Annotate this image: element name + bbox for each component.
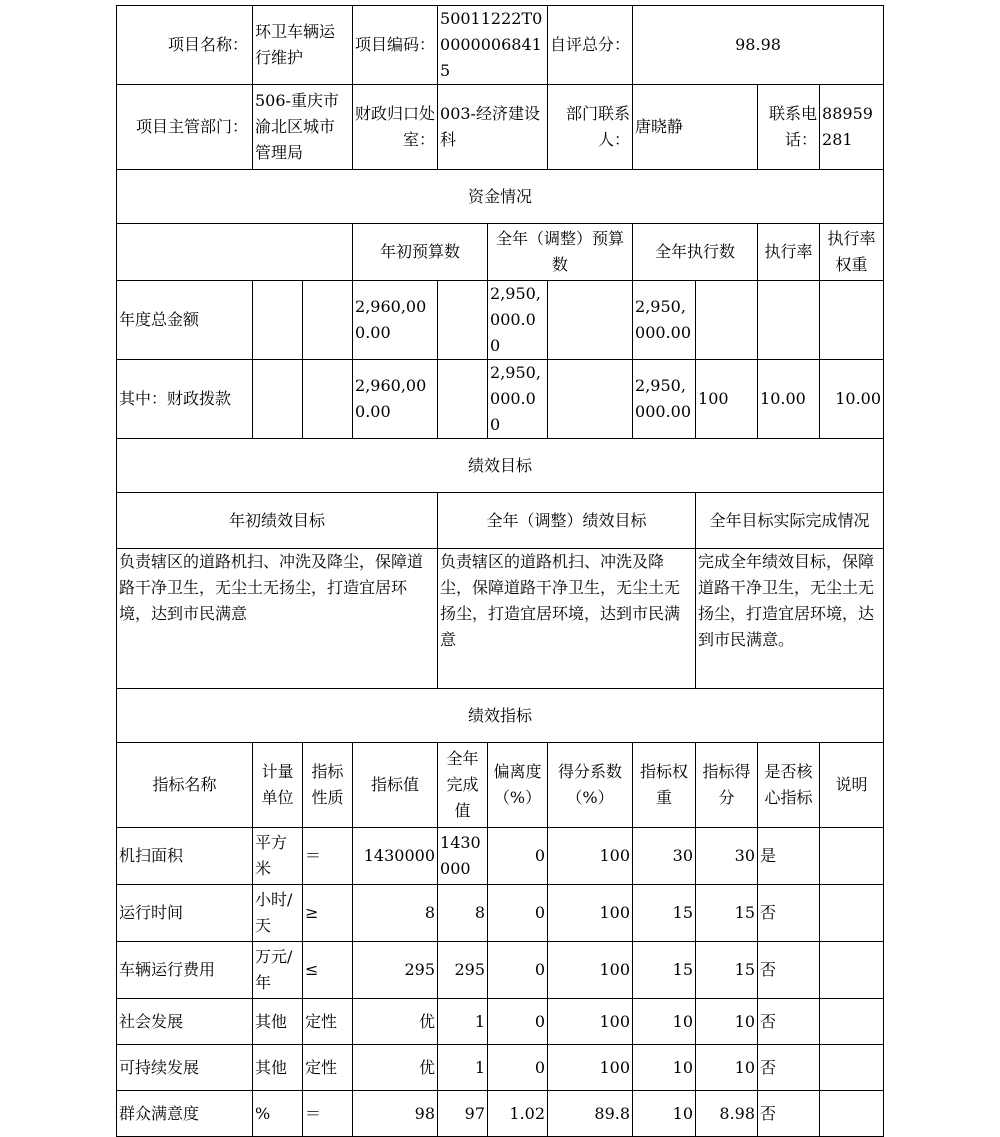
funds-row-label: 其中：财政拨款	[117, 360, 253, 439]
indicator-col-header: 指标值	[353, 743, 438, 828]
funds-weight-value: 10.00	[758, 360, 820, 439]
goals-col-actual: 全年目标实际完成情况	[696, 493, 884, 549]
funds-initial-value: 2,960,000.00	[353, 281, 438, 360]
funds-row-label: 年度总金额	[117, 281, 253, 360]
indicator-target: 1430000	[353, 828, 438, 885]
indicator-name: 可持续发展	[117, 1045, 253, 1091]
project-code-label: 项目编码：	[353, 6, 438, 85]
funds-adjusted-value: 2,950,000.00	[488, 281, 548, 360]
indicator-nature: ≥	[303, 885, 353, 942]
funds-col-rate: 执行率	[758, 224, 820, 281]
indicator-col-header: 指标名称	[117, 743, 253, 828]
indicator-score: 8.98	[696, 1091, 758, 1137]
goal-adjusted-text: 负责辖区的道路机扫、冲洗及降尘，保障道路干净卫生，无尘土无扬尘，打造宜居环境，达到市民满意	[438, 549, 696, 689]
indicator-deviation: 0	[488, 942, 548, 999]
indicator-unit: 其他	[253, 1045, 303, 1091]
header-row-2	[117, 85, 884, 170]
indicator-col-header: 是否核心指标	[758, 743, 820, 828]
indicator-unit: 平方米	[253, 828, 303, 885]
indicator-unit: 小时/天	[253, 885, 303, 942]
indicator-col-header: 指标得分	[696, 743, 758, 828]
dept-label: 项目主管部门：	[117, 85, 253, 170]
goals-section-title: 绩效目标	[117, 439, 884, 493]
finance-office-label: 财政归口处室：	[353, 85, 438, 170]
funds-col-weight: 执行率权重	[820, 224, 884, 281]
phone-label: 联系电话：	[758, 85, 820, 170]
indicator-core: 否	[758, 942, 820, 999]
indicator-name: 社会发展	[117, 999, 253, 1045]
indicator-weight: 10	[633, 999, 696, 1045]
funds-weight-value	[758, 281, 820, 360]
goals-col-initial: 年初绩效目标	[117, 493, 438, 549]
finance-office-value: 003-经济建设科	[438, 85, 548, 170]
indicator-core: 是	[758, 828, 820, 885]
funds-score-value: 10.00	[820, 360, 884, 439]
indicator-weight: 15	[633, 885, 696, 942]
indicator-actual: 97	[438, 1091, 488, 1137]
header-row-1	[117, 6, 884, 85]
indicator-target: 优	[353, 999, 438, 1045]
indicator-deviation: 0	[488, 999, 548, 1045]
indicator-col-header: 说明	[820, 743, 884, 828]
indicator-coefficient: 100	[548, 885, 633, 942]
indicator-col-header: 得分系数（%）	[548, 743, 633, 828]
indicator-target: 98	[353, 1091, 438, 1137]
funds-col-adjusted: 全年（调整）预算数	[488, 224, 633, 281]
indicator-unit: 万元/年	[253, 942, 303, 999]
funds-section-title: 资金情况	[117, 170, 884, 224]
indicator-col-header: 全年完成值	[438, 743, 488, 828]
indicator-score: 15	[696, 885, 758, 942]
goals-header-row	[117, 493, 884, 549]
indicator-name: 机扫面积	[117, 828, 253, 885]
indicator-unit: 其他	[253, 999, 303, 1045]
indicator-actual: 1	[438, 999, 488, 1045]
funds-col-initial: 年初预算数	[353, 224, 488, 281]
goal-actual-text: 完成全年绩效目标，保障道路干净卫生，无尘土无扬尘，打造宜居环境，达到市民满意。	[696, 549, 884, 689]
funds-adjusted-value: 2,950,000.00	[488, 360, 548, 439]
indicator-core: 否	[758, 1091, 820, 1137]
indicator-row	[117, 1091, 884, 1137]
funds-title-row	[117, 170, 884, 224]
indicator-unit: %	[253, 1091, 303, 1137]
indicator-note	[820, 885, 884, 942]
indicator-coefficient: 100	[548, 942, 633, 999]
goal-initial-text: 负责辖区的道路机扫、冲洗及降尘，保障道路干净卫生，无尘土无扬尘，打造宜居环境，达到市民满意	[117, 549, 438, 689]
indicator-note	[820, 1045, 884, 1091]
indicators-section-title: 绩效指标	[117, 689, 884, 743]
funds-header-row	[117, 224, 884, 281]
funds-row-fiscal	[117, 360, 884, 439]
project-code-value: 50011222T000000068415	[438, 6, 548, 85]
indicator-actual: 1	[438, 1045, 488, 1091]
indicators-header-row	[117, 743, 884, 828]
funds-row-total	[117, 281, 884, 360]
funds-rate-value	[696, 281, 758, 360]
indicator-nature: 定性	[303, 1045, 353, 1091]
funds-score-value	[820, 281, 884, 360]
indicator-note	[820, 999, 884, 1045]
indicator-row	[117, 999, 884, 1045]
indicator-name: 群众满意度	[117, 1091, 253, 1137]
indicator-coefficient: 100	[548, 1045, 633, 1091]
indicator-weight: 10	[633, 1091, 696, 1137]
evaluation-table	[116, 5, 884, 1137]
indicator-weight: 15	[633, 942, 696, 999]
indicator-name: 运行时间	[117, 885, 253, 942]
indicator-deviation: 0	[488, 828, 548, 885]
indicator-note	[820, 1091, 884, 1137]
indicator-name: 车辆运行费用	[117, 942, 253, 999]
indicator-actual: 295	[438, 942, 488, 999]
indicator-note	[820, 942, 884, 999]
goals-content-row	[117, 549, 884, 689]
funds-col-executed: 全年执行数	[633, 224, 758, 281]
indicators-title-row	[117, 689, 884, 743]
indicator-row	[117, 942, 884, 999]
indicator-score: 30	[696, 828, 758, 885]
indicator-nature: ＝	[303, 1091, 353, 1137]
contact-value: 唐晓静	[633, 85, 758, 170]
indicator-coefficient: 100	[548, 999, 633, 1045]
goals-title-row	[117, 439, 884, 493]
indicator-target: 295	[353, 942, 438, 999]
indicator-core: 否	[758, 999, 820, 1045]
indicator-nature: 定性	[303, 999, 353, 1045]
indicator-deviation: 1.02	[488, 1091, 548, 1137]
funds-executed-value: 2,950,000.00	[633, 360, 696, 439]
indicator-actual: 1430000	[438, 828, 488, 885]
indicator-row	[117, 885, 884, 942]
indicator-col-header: 指标权重	[633, 743, 696, 828]
indicator-nature: ＝	[303, 828, 353, 885]
funds-initial-value: 2,960,000.00	[353, 360, 438, 439]
indicator-weight: 30	[633, 828, 696, 885]
indicator-row	[117, 828, 884, 885]
indicator-actual: 8	[438, 885, 488, 942]
indicator-score: 10	[696, 999, 758, 1045]
indicator-col-header: 指标性质	[303, 743, 353, 828]
project-name-value: 环卫车辆运行维护	[253, 6, 353, 85]
goals-col-adjusted: 全年（调整）绩效目标	[438, 493, 696, 549]
indicator-score: 10	[696, 1045, 758, 1091]
indicator-row	[117, 1045, 884, 1091]
indicator-col-header: 偏离度（%）	[488, 743, 548, 828]
indicator-nature: ≤	[303, 942, 353, 999]
phone-value: 88959281	[820, 85, 884, 170]
total-score-label: 自评总分：	[548, 6, 633, 85]
indicator-target: 8	[353, 885, 438, 942]
indicator-deviation: 0	[488, 1045, 548, 1091]
indicator-coefficient: 89.8	[548, 1091, 633, 1137]
indicator-weight: 10	[633, 1045, 696, 1091]
indicator-core: 否	[758, 885, 820, 942]
indicator-deviation: 0	[488, 885, 548, 942]
project-name-label: 项目名称：	[117, 6, 253, 85]
indicator-col-header: 计量单位	[253, 743, 303, 828]
dept-value: 506-重庆市渝北区城市管理局	[253, 85, 353, 170]
indicator-note	[820, 828, 884, 885]
funds-executed-value: 2,950,000.00	[633, 281, 696, 360]
contact-label: 部门联系人：	[548, 85, 633, 170]
indicator-core: 否	[758, 1045, 820, 1091]
indicator-target: 优	[353, 1045, 438, 1091]
funds-rate-value: 100	[696, 360, 758, 439]
indicator-score: 15	[696, 942, 758, 999]
indicator-coefficient: 100	[548, 828, 633, 885]
total-score-value: 98.98	[633, 6, 884, 85]
